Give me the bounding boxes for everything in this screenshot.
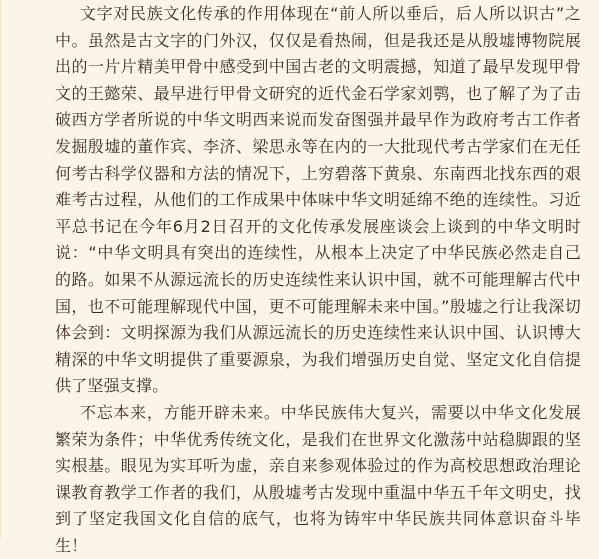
article-paragraph-1: 文字对民族文化传承的作用体现在“前人所以垂后，后人所以识古”之中。虽然是古文字的门外汉，仅仅是看热闹，但是我还是从殷墟博物院展出的一片片精美甲骨中感受到中国古老的文明震撼，知道了最早发现甲骨文的王懿荣、最早进行甲骨文研究的近代金石学家刘鹗，也了解了为了击破西方学者所说的中华文明西来说而发奋图强并最早作为政府考古工作者发掘殷墟的董作宾、李济、梁思永等在内的一大批现代考古学家们在无任何考古科学仪器和方法的情况下，上穷碧落下黄泉、东南西北找东西的艰难考古过程，从他们的工作成果中体味中华文明延绵不绝的连续性。习近平总书记在今年6月2日召开的文化传承发展座谈会上谈到的中华文明时说：“中华文明具有突出的连续性，从根本上决定了中华民族必然走自己的路。如果不从源远流长的历史连续性来认识中国，就不可能理解古代中国，也不可能理解现代中国，更不可能理解未来中国。”殷墟之行让我深切体会到：文明探源为我们从源远流长的历史连续性来认识中国、认识博大精深的中华文明提供了重要源泉，为我们增强历史自觉、坚定文化自信提供了坚强支撑。 [55, 4, 581, 396]
article-paragraph-2: 不忘本来，方能开辟未来。中华民族伟大复兴，需要以中华文化发展繁荣为条件；中华优秀传统文化，是我们在世界文化激荡中站稳脚跟的坚实根基。眼见为实耳听为虚，亲自来参观体验过的作为高校思想政治理论课教育教学工作者的我们，从殷墟考古发现中重温中华五千年文明史，找到了坚定我国文化自信的底气，也将为铸牢中华民族共同体意识奋斗毕生！ [55, 402, 581, 555]
